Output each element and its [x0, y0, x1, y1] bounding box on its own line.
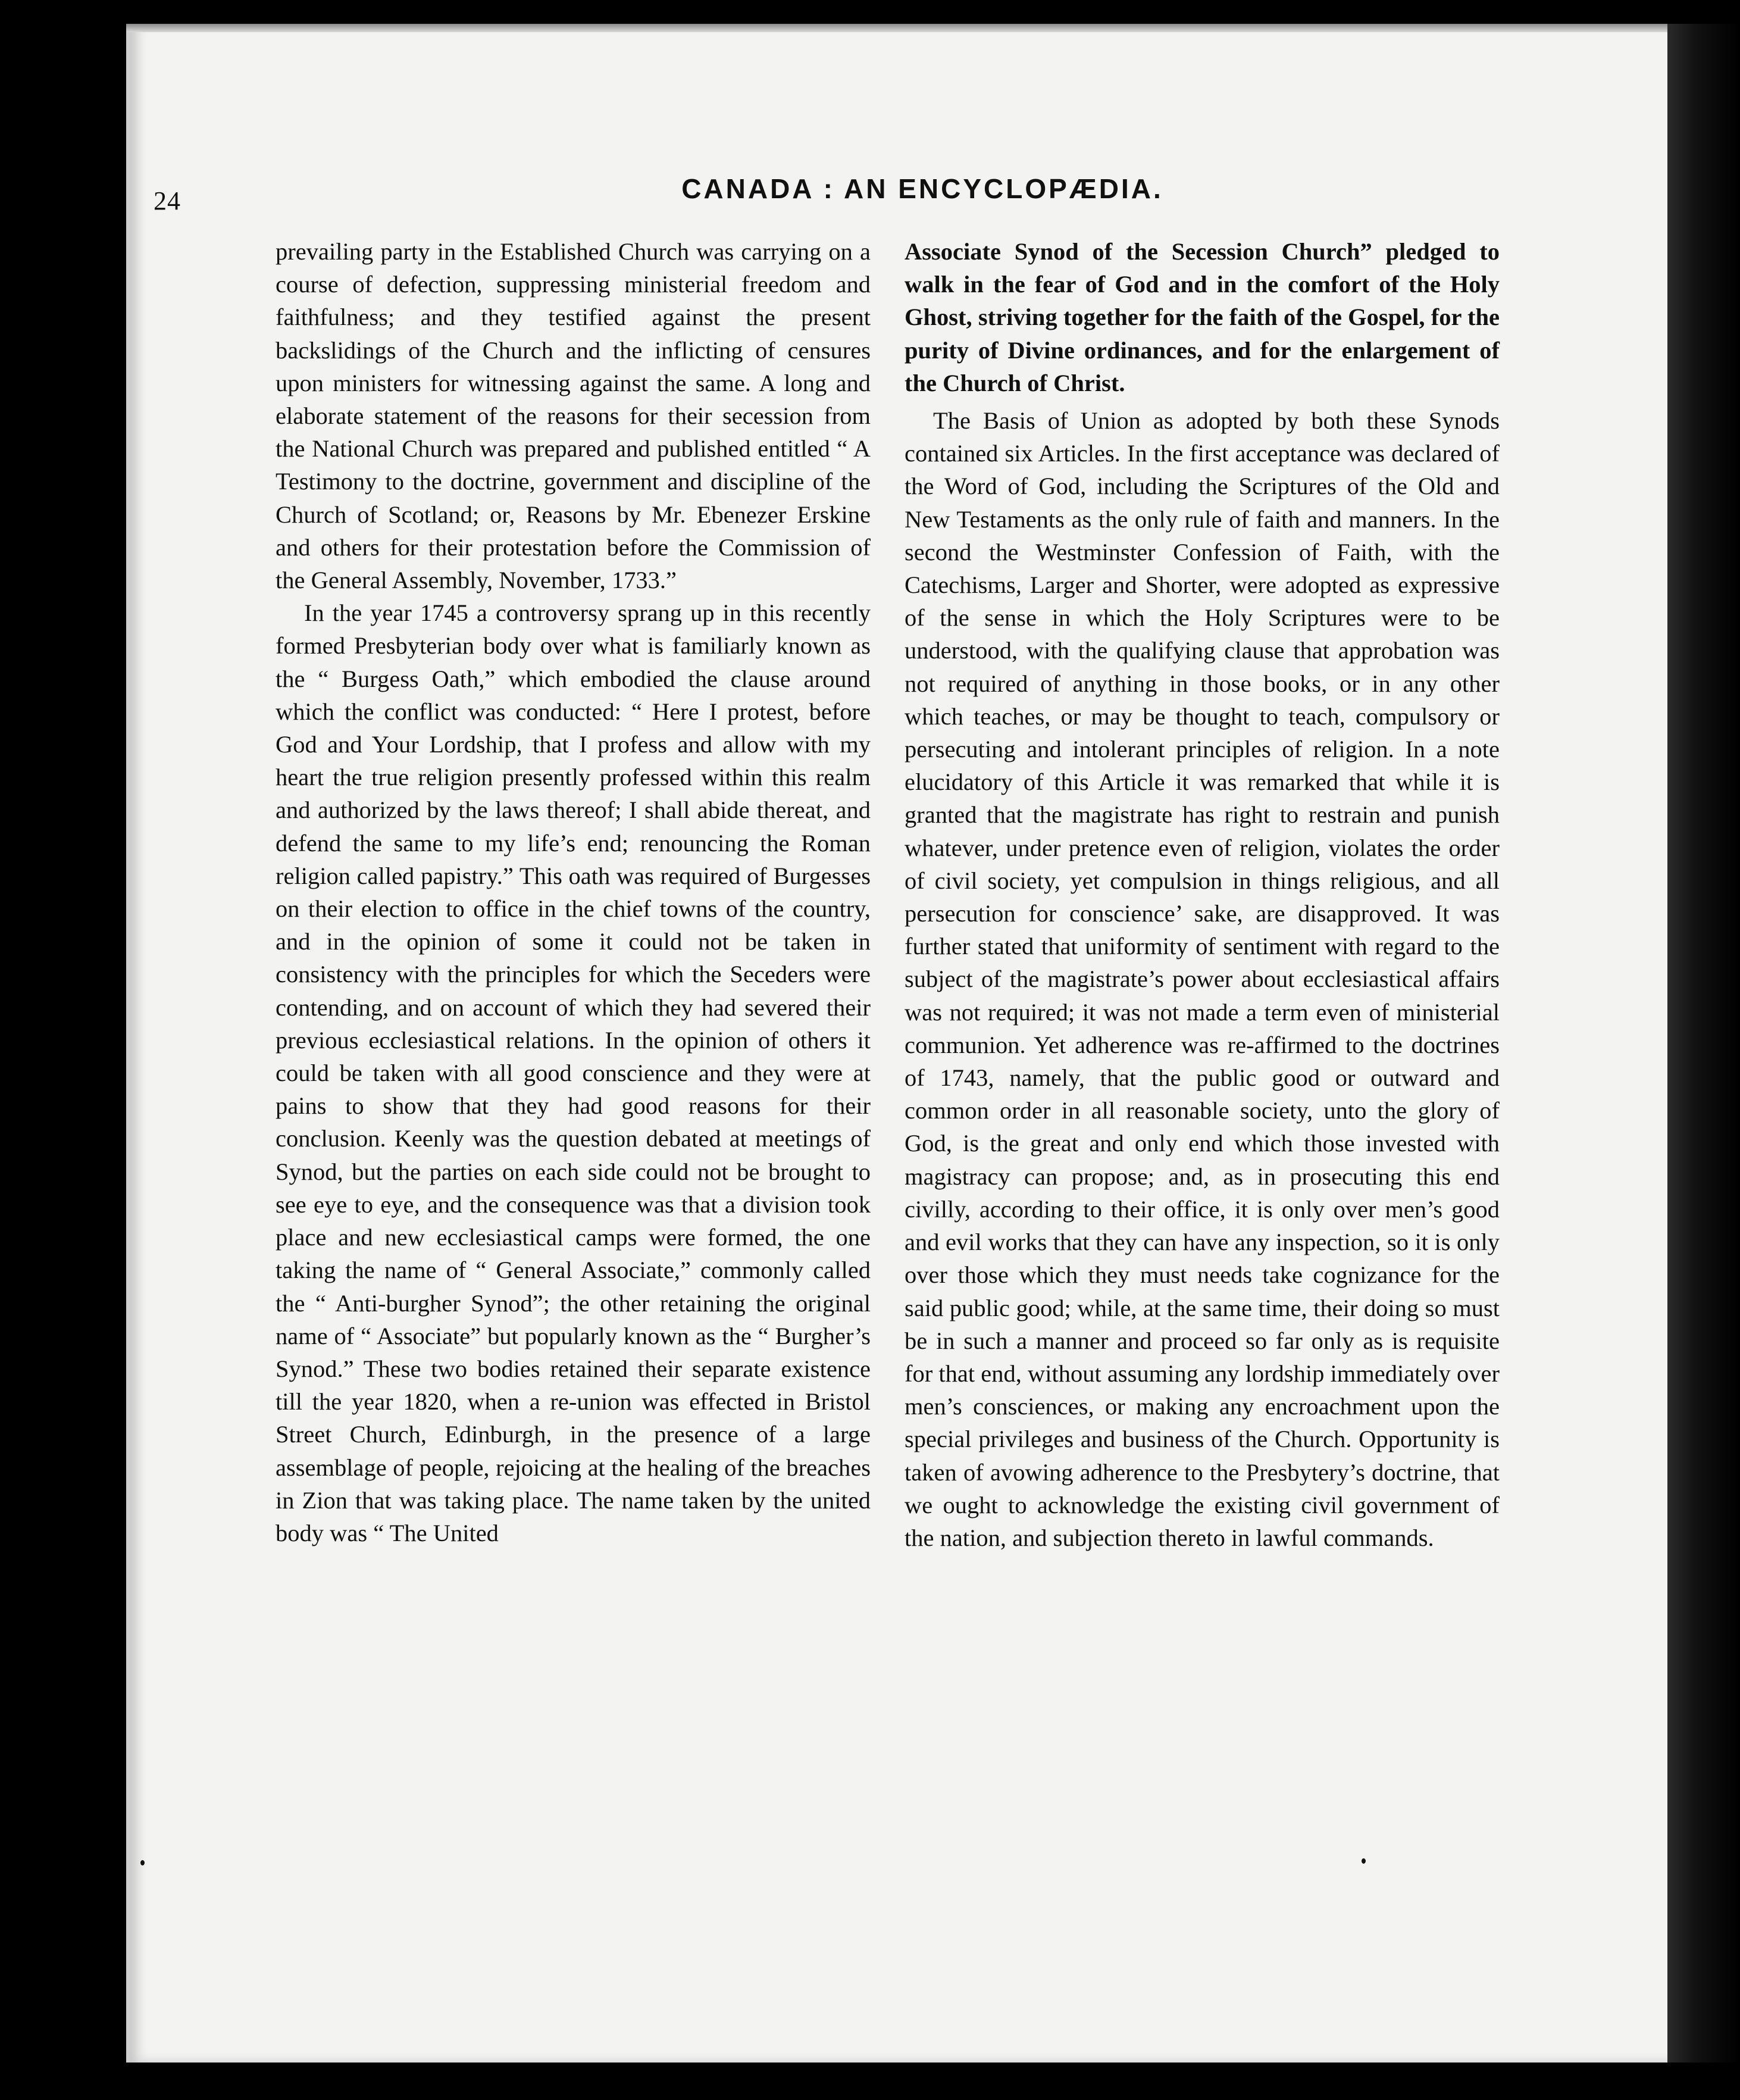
right-column	[905, 235, 1500, 1554]
scan-speck	[1362, 1858, 1366, 1864]
page-right-edge	[1667, 24, 1740, 2062]
paragraph: prevailing party in the Established Church was carrying on a course of defection, suppressing ministerial freedom and faithfulness; and they testified against the present backslidings of the Church and the inflicting of censures upon ministers for witnessing against the same. A long and elaborate statement of the reasons for their secession from the National Church was prepared and published entitled “ A Testimony to the doctrine, government and discipline of the Church of Scotland; or, Reasons by Mr. Ebenezer Erskine and others for their protestation before the Commission of the General Assembly, November, 1733.”	[276, 238, 871, 594]
scan-speck	[140, 1860, 145, 1865]
running-header: CANADA : AN ENCYCLOPÆDIA.	[681, 173, 1163, 204]
left-column	[276, 235, 871, 1549]
page-number: 24	[154, 186, 181, 215]
page-top-edge	[126, 24, 1667, 32]
paragraph: Associate Synod of the Secession Church” pledged to walk in the fear of God and in the comfort of the Holy Ghost, striving together for the faith of the Gospel, for the purity of Divine ordinances, and for the enlargement of the Church of Christ.	[905, 238, 1500, 396]
paragraph: In the year 1745 a controversy sprang up in this recently formed Presbyterian body over what is familiarly known as the “ Burgess Oath,” which embodied the clause around which the conflict was conducted: “ Here I protest, before God and Your Lordship, that I profess and allow with my heart the true religion presently professed within this realm and authorized by the laws thereof; I shall abide thereat, and defend the same to my life’s end; renouncing the Roman religion called papistry.” This oath was required of Burgesses on their election to office in the chief towns of the country, and in the opinion of some it could not be taken in consistency with the principles for which the Seceders were contending, and on account of which they had severed their previous ecclesiastical relations. In the opinion of others it could be taken with all good conscience and they were at pains to show that they had good reasons for their conclusion. Keenly was the question debated at meetings of Synod, but the parties on each side could not be brought to see eye to eye, and the consequence was that a division took place and new ecclesiastical camps were formed, the one taking the name of “ General Associate,” commonly called the “ Anti-burgher Synod”; the other retaining the original name of “ Associate” but popularly known as the “ Burgher’s Synod.” These two bodies retained their separate existence till the year 1820, when a re-union was effected in Bristol Street Church, Edinburgh, in the presence of a large assemblage of people, rejoicing at the healing of the breaches in Zion that was taking place. The name taken by the united body was “ The United	[276, 599, 871, 1546]
paragraph: The Basis of Union as adopted by both these Synods contained six Articles. In the first acceptance was declared of the Word of God, including the Scriptures of the Old and New Testaments as the only rule of faith and manners. In the second the Westminster Confession of Faith, with the Catechisms, Larger and Shorter, were adopted as expressive of the sense in which the Holy Scriptures were to be understood, with the qualifying clause that approbation was not required of anything in those books, or in any other which teaches, or may be thought to teach, compulsory or persecuting and intolerant principles of religion. In a note elucidatory of this Article it was remarked that while it is granted that the magistrate has right to restrain and punish whatever, under pretence even of religion, violates the order of civil society, yet compulsion in things religious, and all persecution for conscience’ sake, are disapproved. It was further stated that uniformity of sentiment with regard to the subject of the magistrate’s power about ecclesiastical affairs was not required; it was not made a term even of ministerial communion. Yet adherence was re-affirmed to the doctrines of 1743, namely, that the public good or outward and common order in all reasonable society, unto the glory of God, is the great and only end which those invested with magistracy can propose; and, as in prosecuting this end civilly, according to their office, it is only over men’s good and evil works that they can have any inspection, so it is only over those which they must needs take cognizance for the said public good; while, at the same time, their doing so must be in such a manner and proceed so far only as is requisite for that end, without assuming any lordship immediately over men’s consciences, or making any encroachment upon the special privileges and business of the Church. Opportunity is taken of avowing adherence to the Presbytery’s doctrine, that we ought to acknowledge the existing civil government of the nation, and subjection thereto in lawful commands.	[905, 407, 1500, 1551]
